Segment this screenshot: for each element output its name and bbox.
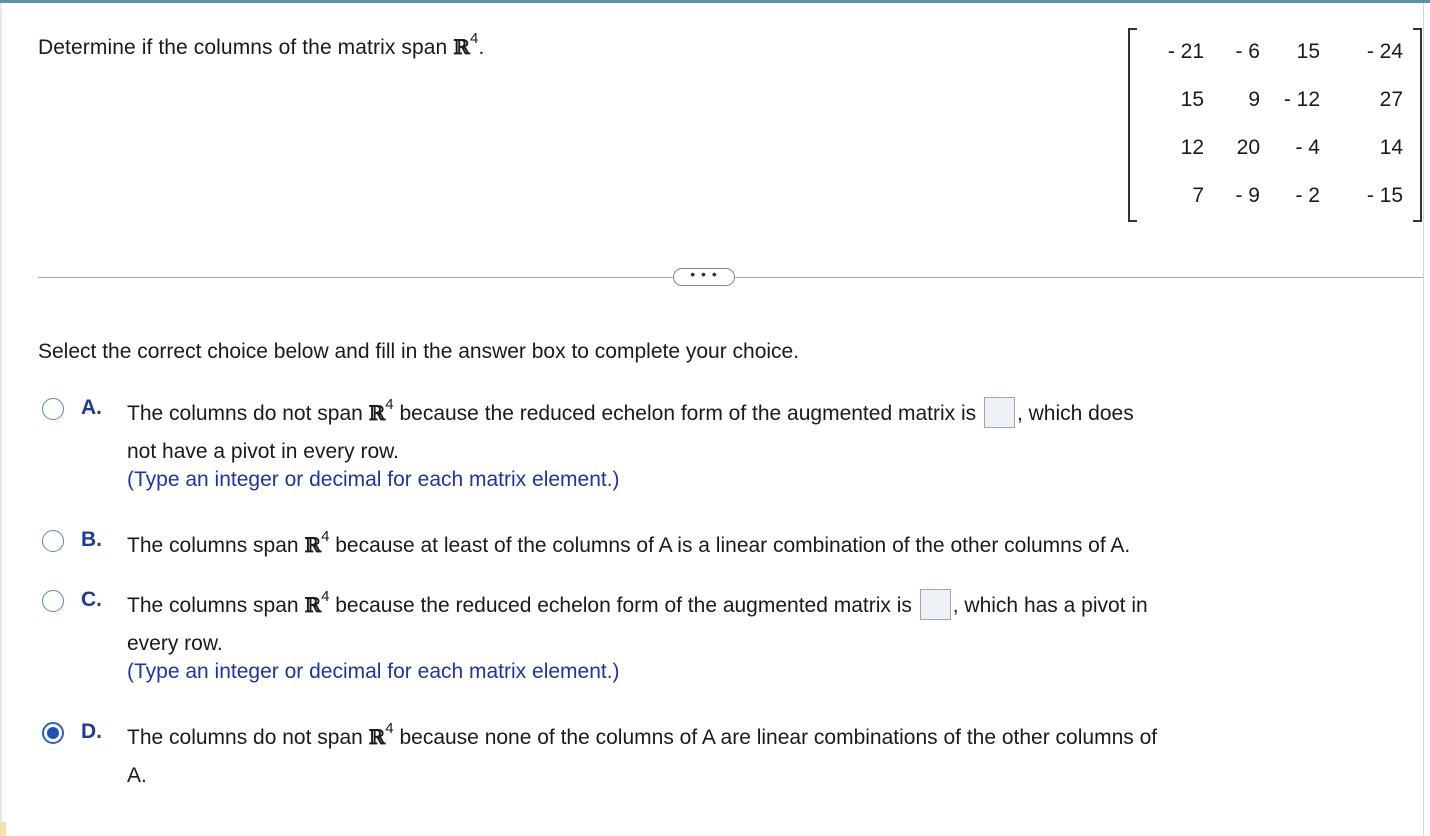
matrix-cell: - 2 [1295,184,1320,207]
matrix-right-bracket [1413,28,1422,222]
matrix-cell: 15 [1296,40,1320,63]
top-rule [0,0,1430,3]
choice-b-text-pre: The columns span [127,534,305,557]
choice-a-text-pre: The columns do not span [127,402,369,425]
choice-c-radio[interactable] [42,590,64,612]
matrix-cell: - 9 [1235,184,1260,207]
real-space-symbol: ℝ [368,725,386,749]
choice-a[interactable] [42,396,1402,496]
choice-b-letter: B. [81,528,102,551]
choice-c[interactable] [42,588,1402,688]
left-rule [0,3,2,836]
choice-d-text [127,713,1417,795]
choice-a-text-post: , which does [1016,402,1134,425]
choice-d-text-mid: because none of the columns of A are linear combinations of the other columns of [393,726,1158,749]
choice-b-text [127,521,1427,565]
choice-d-letter: D. [81,720,102,743]
real-space-symbol: ℝ [368,401,386,425]
real-space-symbol: ℝ [304,533,322,557]
choice-d[interactable] [42,720,1412,787]
choice-a-radio[interactable] [42,398,64,420]
choice-d-text-pre: The columns do not span [127,726,369,749]
space-exponent: 4 [469,30,479,47]
matrix-cell: - 12 [1283,88,1320,111]
choice-a-answer-box[interactable] [984,397,1015,428]
matrix-cell: 15 [1180,88,1204,111]
matrix-cell: 27 [1379,88,1403,111]
matrix [1128,28,1422,222]
choice-a-letter: A. [81,396,102,419]
space-exponent: 4 [385,396,394,413]
more-button[interactable]: • • • [673,268,735,286]
matrix-cell: - 24 [1366,40,1403,63]
choice-c-text-pre: The columns span [127,594,305,617]
matrix-cell: - 6 [1235,40,1260,63]
choice-c-letter: C. [81,588,102,611]
question-text [38,30,485,60]
matrix-cell: 12 [1180,136,1204,159]
matrix-cell: - 15 [1366,184,1403,207]
real-space-symbol: ℝ [453,35,470,59]
choice-c-text [127,581,1417,663]
space-exponent: 4 [321,528,330,545]
matrix-cell: 7 [1192,184,1204,207]
choice-c-answer-box[interactable] [920,589,951,620]
choice-d-text-line2: A. [127,764,147,787]
choice-a-text-mid: because the reduced echelon form of the augmented matrix is [393,402,982,425]
matrix-cell: 14 [1379,136,1403,159]
real-space-symbol: ℝ [304,593,322,617]
choice-c-hint: (Type an integer or decimal for each matrix element.) [127,660,620,683]
right-rule [1423,3,1424,836]
question-text-before: Determine if the columns of the matrix span [38,36,454,59]
question-text-after: . [478,36,485,59]
matrix-cell: 9 [1248,88,1260,111]
choice-a-hint: (Type an integer or decimal for each matrix element.) [127,468,620,491]
space-exponent: 4 [321,588,330,605]
choice-c-text-mid: because the reduced echelon form of the augmented matrix is [329,594,918,617]
choice-b-radio[interactable] [42,530,64,552]
choice-c-text-line2: every row. [127,632,223,655]
choice-b[interactable] [42,528,1402,558]
corner-marker [0,822,6,836]
choice-d-radio[interactable] [42,722,64,744]
choice-a-text [127,389,1417,471]
choice-a-text-line2: not have a pivot in every row. [127,440,399,463]
matrix-cell: - 4 [1295,136,1320,159]
matrix-cell: 20 [1236,136,1260,159]
space-exponent: 4 [385,720,394,737]
matrix-cell: - 21 [1167,40,1204,63]
instruction-text: Select the correct choice below and fill in the answer box to complete your choice. [38,340,800,363]
choice-b-text-mid: because at least of the columns of A is a linear combination of the other columns of A. [329,534,1131,557]
choice-c-text-post: , which has a pivot in [952,594,1148,617]
